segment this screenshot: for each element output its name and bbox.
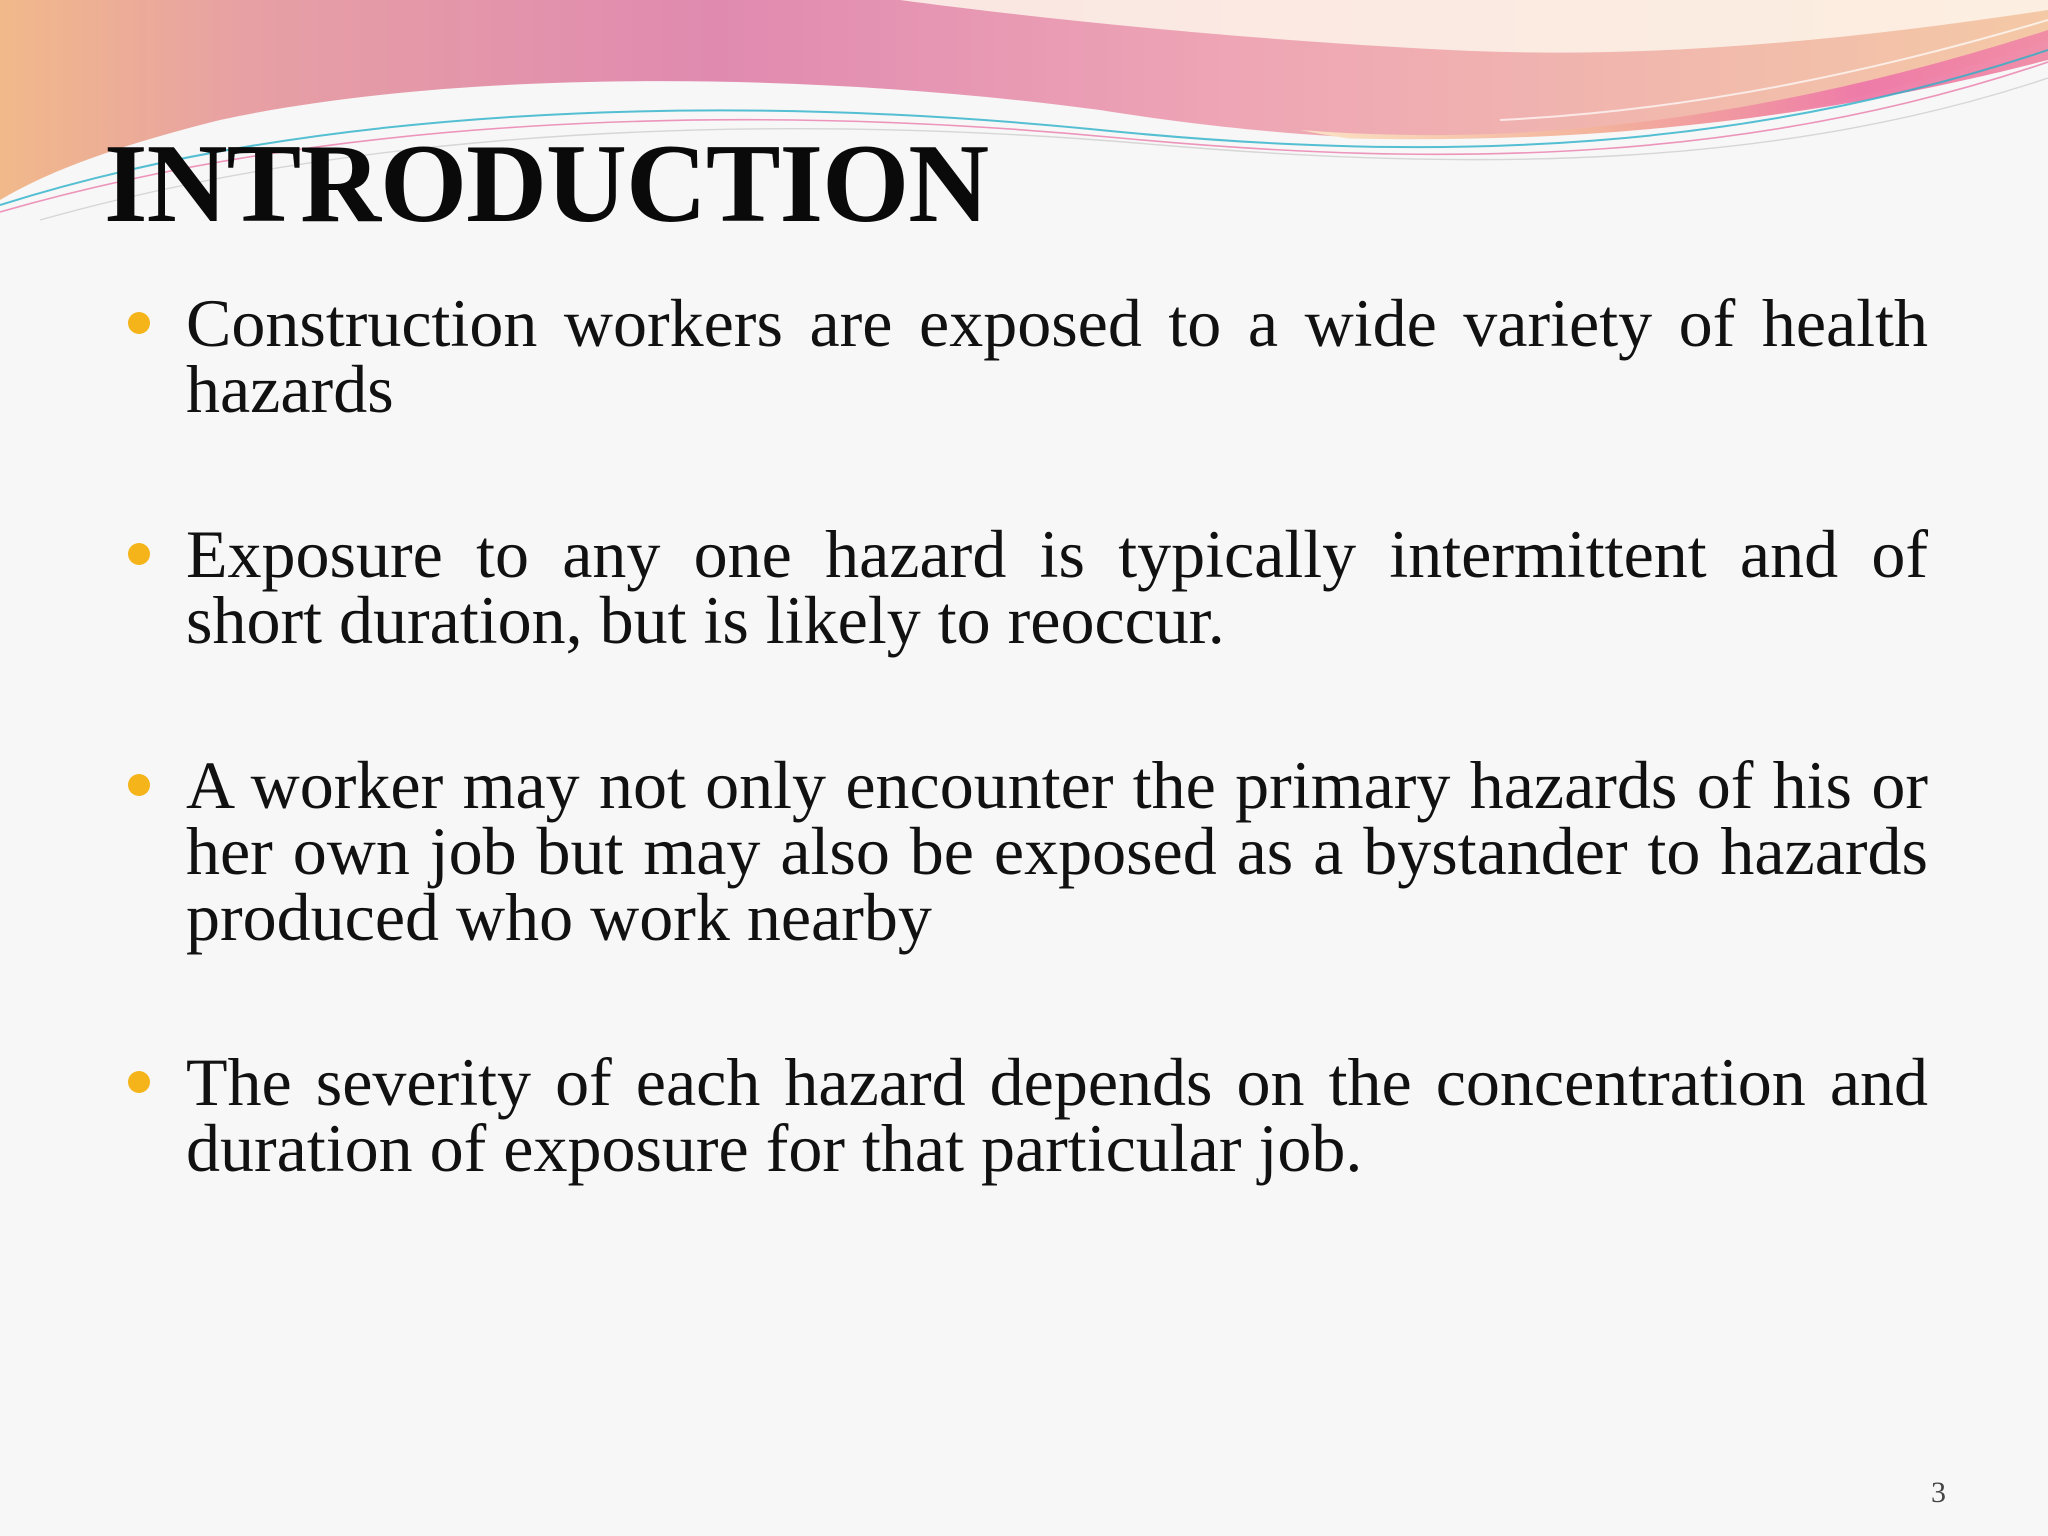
bullet-item xyxy=(128,285,1928,427)
bullet-dot-icon xyxy=(128,1071,150,1093)
bullet-item xyxy=(128,1044,1928,1186)
bullet-dot-icon xyxy=(128,774,150,796)
bullet-item xyxy=(128,747,1928,955)
bullet-list xyxy=(128,285,1928,1186)
bullet-dot-icon xyxy=(128,543,150,565)
page-number: 3 xyxy=(1931,1476,1946,1509)
bullet-item xyxy=(128,516,1928,658)
bullet-dot-icon xyxy=(128,312,150,334)
bullet-text: Construction workers are exposed to a wide variety of health hazards xyxy=(186,285,1928,427)
bullet-text: The severity of each hazard depends on the concentration and duration of exposure for that particular job. xyxy=(186,1044,1928,1186)
bullet-text: A worker may not only encounter the primary hazards of his or her own job but may also be exposed as a bystander to hazards produced who work nearby xyxy=(186,747,1928,955)
slide-title: INTRODUCTION xyxy=(104,122,989,246)
bullet-text: Exposure to any one hazard is typically intermittent and of short duration, but is likely to reoccur. xyxy=(186,516,1928,658)
